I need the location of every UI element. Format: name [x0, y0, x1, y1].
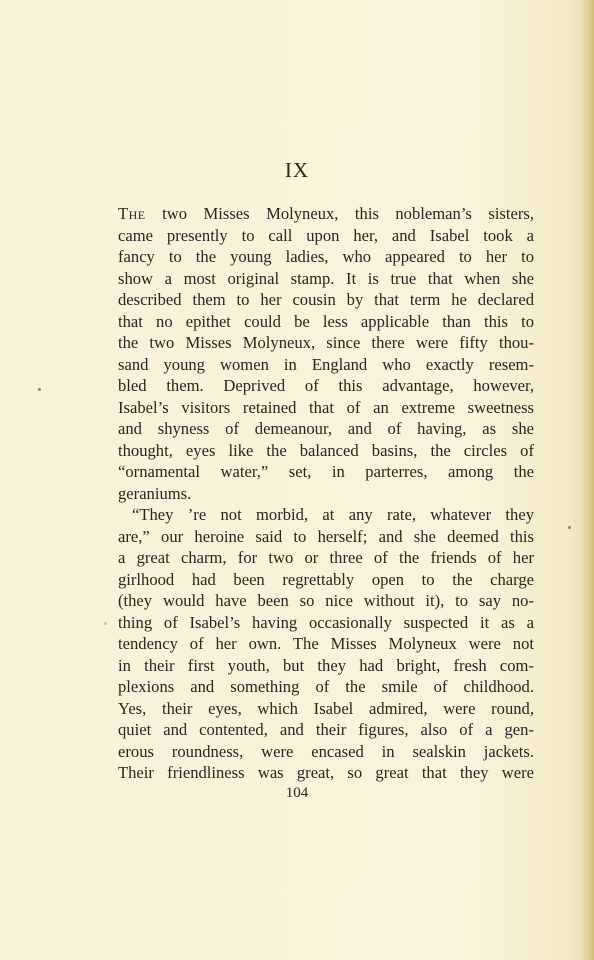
text-line: show a most original stamp. It is true that when she [118, 268, 534, 288]
text-line: a great charm, for two or three of the friends of her [118, 548, 534, 567]
text-line: The two Misses Molyneux, this nobleman’s sisters, [118, 204, 534, 223]
text-line: in their first youth, but they had bright, fresh com- [118, 655, 534, 675]
text-line: sand young women in England who exactly resem- [118, 354, 534, 374]
paper-speck [38, 388, 41, 391]
text-line: plexions and something of the smile of childhood. [118, 677, 534, 696]
text-line: quiet and contented, and their figures, also of a gen- [118, 720, 534, 739]
page-edge-shadow [580, 0, 594, 960]
text-line: tendency of her own. The Misses Molyneux were not [118, 634, 534, 653]
text-line: that no epithet could be less applicable than this to [118, 311, 534, 331]
paper-speck [568, 526, 571, 529]
text-line: are,” our heroine said to herself; and she deemed this [118, 526, 534, 546]
text-line: and shyness of demeanour, and of having, as she [118, 419, 534, 438]
text-line: Isabel’s visitors retained that of an extreme sweetness [118, 397, 534, 417]
text-line: fancy to the young ladies, who appeared to her to [118, 247, 534, 266]
text-line: bled them. Deprived of this advantage, however, [118, 376, 534, 395]
text-line: (they would have been so nice without it), to say no- [118, 591, 534, 610]
text-line: described them to her cousin by that term he declared [118, 290, 534, 309]
text-line: thing of Isabel’s having occasionally suspected it as a [118, 612, 534, 632]
text-line: erous roundness, were encased in sealskin jackets. [118, 741, 534, 761]
lead-word: The [118, 204, 146, 223]
text-line: geraniums. [118, 483, 192, 503]
text-line: Their friendliness was great, so great that they were [118, 763, 534, 782]
paper-speck [104, 622, 107, 625]
text-line: the two Misses Molyneux, since there were fifty thou- [118, 333, 534, 352]
chapter-heading: IX [284, 158, 310, 182]
page-number: 104 [285, 785, 309, 801]
text-line: girlhood had been regrettably open to the charge [118, 569, 534, 589]
text-line: “ornamental water,” set, in parterres, among the [118, 462, 534, 481]
text-line: came presently to call upon her, and Isabel took a [118, 225, 534, 245]
text-line: “They ’re not morbid, at any rate, whatever they [132, 505, 534, 524]
body-text [118, 203, 534, 784]
text-line: thought, eyes like the balanced basins, the circles of [118, 440, 534, 460]
text-line: Yes, their eyes, which Isabel admired, were round, [118, 698, 534, 718]
